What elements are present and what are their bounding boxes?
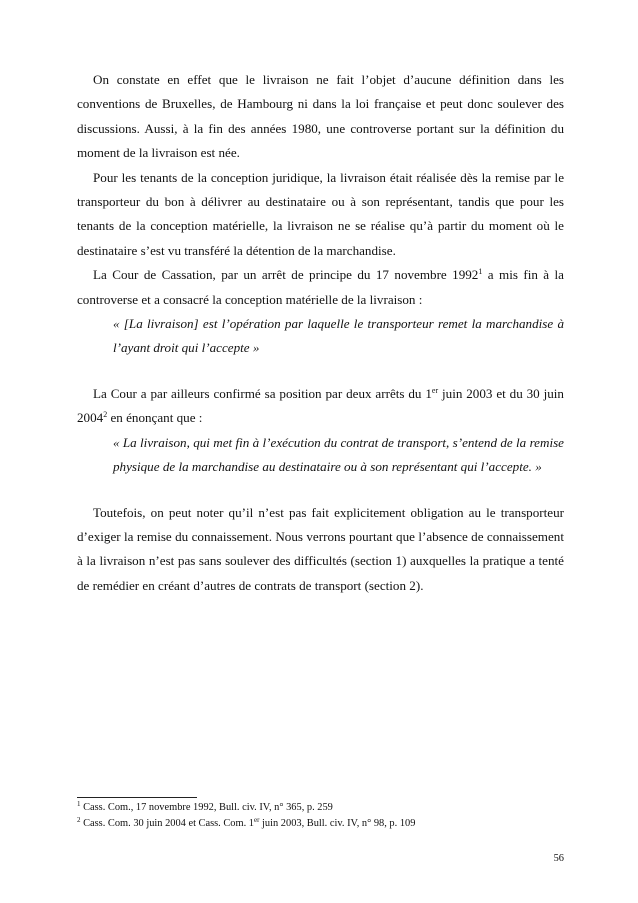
footnote-2-number: 2 — [77, 816, 81, 824]
quote-1: « [La livraison] est l’opération par laquelle le transporteur remet la marchandise à l’ayant droit qui l’accepte » — [113, 316, 564, 356]
footnote-2 — [77, 816, 564, 832]
spacer — [77, 361, 564, 382]
footnote-2-ordinal: er — [253, 816, 260, 824]
paragraph-1: On constate en effet que le livraison ne fait l’objet d’aucune définition dans les conventions de Bruxelles, de Hambourg ni dans la loi française et peut donc soulever des discussions. Aussi, à la fin des années 1980, une controverse portant sur la définition du moment de la livraison est née. — [77, 72, 564, 161]
paragraph-5: Toutefois, on peut noter qu’il n’est pas fait explicitement obligation au le transporteur d’exiger la remise du connaissement. Nous verrons pourtant que l’absence de connaissement à la livraison n’est pas sans soulever des difficultés (section 1) auxquelles la pratique a tenté de remédier en créant d’autres de contrats de transport (section 2). — [77, 504, 564, 593]
paragraph-4-text-b: juin 2003 et du 30 juin 2004 — [77, 385, 564, 426]
ordinal-superscript: er — [431, 385, 439, 395]
quote-2: « La livraison, qui met fin à l’exécution du contrat de transport, s’entend de la remise physique de la marchandise au destinataire ou à son représentant qui l’accepte. » — [113, 434, 564, 475]
footnote-ref-2: 2 — [103, 410, 108, 420]
footnote-2-text-b: juin 2003, Bull. civ. IV, n° 98, p. 109 — [259, 818, 416, 829]
spacer — [77, 480, 564, 501]
page-number: 56 — [553, 853, 564, 864]
footnote-separator — [77, 797, 197, 798]
paragraph-4 — [77, 382, 564, 431]
paragraph-3 — [77, 263, 564, 312]
footnote-2-text-a: Cass. Com. 30 juin 2004 et Cass. Com. 1 — [80, 818, 254, 829]
footnotes — [77, 800, 564, 832]
footnote-1-number: 1 — [77, 800, 81, 808]
footnote-ref-1: 1 — [478, 267, 483, 277]
paragraph-2: Pour les tenants de la conception juridique, la livraison était réalisée dès la remise par le transporteur du bon à délivrer au destinataire ou à son représentant, tandis que pour les tenants de la conception matérielle, la livraison ne se réalise qu’à partir du moment où le destinataire s’est vu transféré la détention de la marchandise. — [77, 169, 564, 258]
paragraph-3-text-a: La Cour de Cassation, par un arrêt de principe du 17 novembre 1992 — [93, 267, 479, 283]
paragraph-4-text-c: en énonçant que : — [107, 410, 203, 426]
footnote-1 — [77, 800, 564, 816]
footnote-1-text: Cass. Com., 17 novembre 1992, Bull. civ. IV, n° 365, p. 259 — [80, 802, 333, 813]
paragraph-3-text-b: a mis fin à la controverse et a consacré la conception matérielle de la livraison : — [77, 267, 564, 307]
body-text — [77, 68, 564, 598]
paragraph-4-text-a: La Cour a par ailleurs confirmé sa position par deux arrêts du 1 — [93, 385, 432, 401]
